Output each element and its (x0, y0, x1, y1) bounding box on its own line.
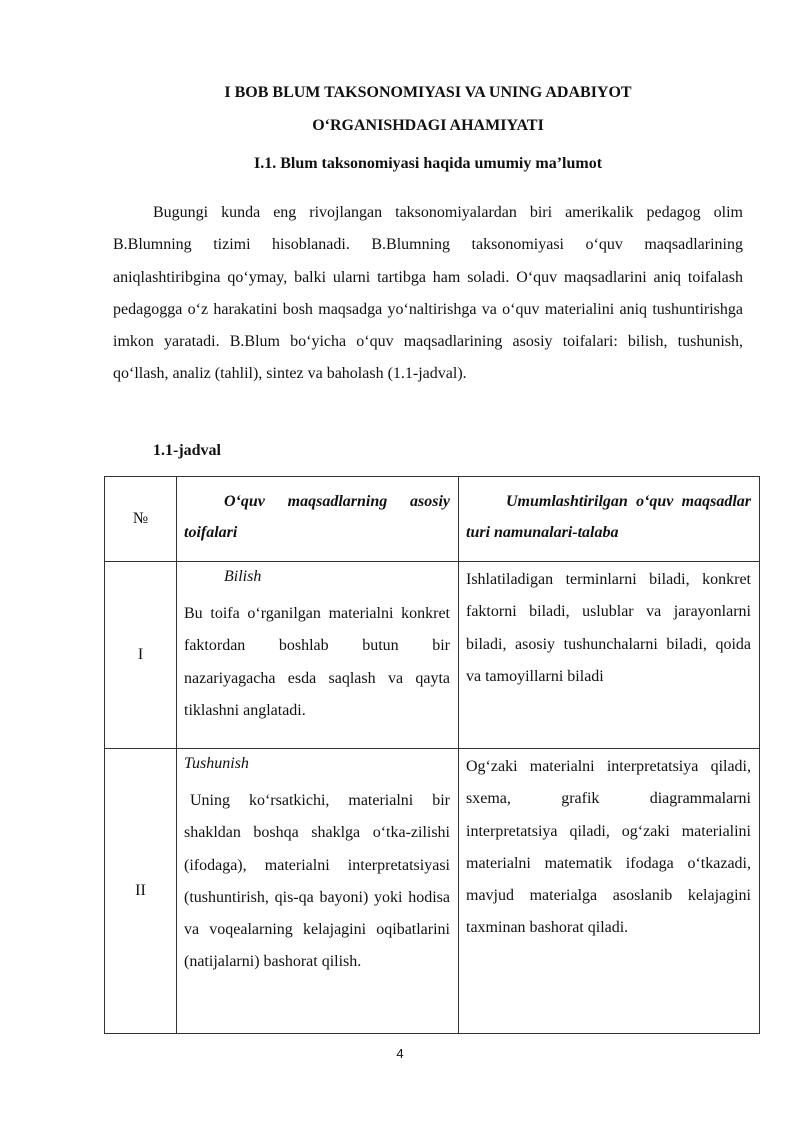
header-examples-cell (459, 477, 760, 562)
category-name: Bilish (224, 568, 262, 585)
chapter-title-line-2: O‘RGANISHDAGI AHAMIYATI (312, 117, 544, 134)
category-name: Tushunish (184, 755, 249, 772)
page-number: 4 (396, 1046, 404, 1061)
header-number: № (132, 510, 149, 527)
row-number-cell (105, 749, 177, 1034)
row-examples-cell (459, 562, 760, 749)
section-title: I.1. Blum taksonomiyasi haqida umumiy ma’lumot (253, 155, 603, 172)
row-number: I (137, 646, 144, 663)
intro-paragraph: Bugungi kunda eng rivojlangan taksonomiyalardan biri amerikalik pedagog olim B.Blumning tizimi hisoblanadi. B.Blumning taksonomiyasi o‘quv maqsadlarining aniqlashtiribgina qo‘ymay, balki ularni tartibga ham soladi. O‘quv maqsadlarini aniq toifalash pedagogga o‘z harakatini bosh maqsadga yo‘naltirishga va o‘quv materialini aniq tushuntirishga imkon yaratadi. B.Blum bo‘yicha o‘quv maqsadlarining asosiy toifalari: bilish, tushunish, qo‘llash, analiz (tahlil), sintez va baholash (1.1-jadval). (113, 204, 743, 383)
header-category-cell (177, 477, 459, 562)
chapter-title-line-1: I BOB BLUM TAKSONOMIYASI VA UNING ADABIYOT (224, 84, 632, 101)
header-category: O‘quv maqsadlarning asosiy toifalari (184, 493, 450, 541)
table-row (105, 749, 760, 1034)
examples-text: Ishlatiladigan terminlarni biladi, konkret faktorni biladi, uslublar va jarayonlarni biladi, asosiy tushunchalarni biladi, qoida va tamoyillarni biladi (466, 571, 751, 685)
header-examples: Umumlashtirilgan o‘quv maqsadlar turi namunalari-talaba (466, 493, 751, 541)
table-caption: 1.1-jadval (153, 442, 221, 459)
row-number: II (135, 882, 146, 899)
taxonomy-table (104, 476, 760, 1034)
table-header-row (105, 477, 760, 562)
row-category-cell (177, 562, 459, 749)
examples-text: Og‘zaki materialni interpretatsiya qiladi, sxema, grafik diagrammalarni interpretatsiya qiladi, og‘zaki materialini materialni matematik ifodaga o‘tkazadi, mavjud materialga asoslanib kelajagini taxminan bashorat qiladi. (466, 758, 751, 937)
row-category-cell (177, 749, 459, 1034)
row-examples-cell (459, 749, 760, 1034)
header-number-cell (105, 477, 177, 562)
category-description: Bu toifa o‘rganilgan materialni konkret faktordan boshlab butun bir nazariyagacha esda saqlash va qayta tiklashni anglatadi. (184, 605, 450, 719)
table-row (105, 562, 760, 749)
chapter-title (110, 76, 746, 142)
category-description: Uning ko‘rsatkichi, materialni bir shakldan boshqa shaklga o‘tka-zilishi (ifodaga), materialni interpretatsiyasi (tushuntirish, qis-qa bayoni) yoki hodisa va voqealarning kelajagini oqibatlarini (natijalarni) bashorat qilish. (184, 792, 450, 971)
row-number-cell (105, 562, 177, 749)
